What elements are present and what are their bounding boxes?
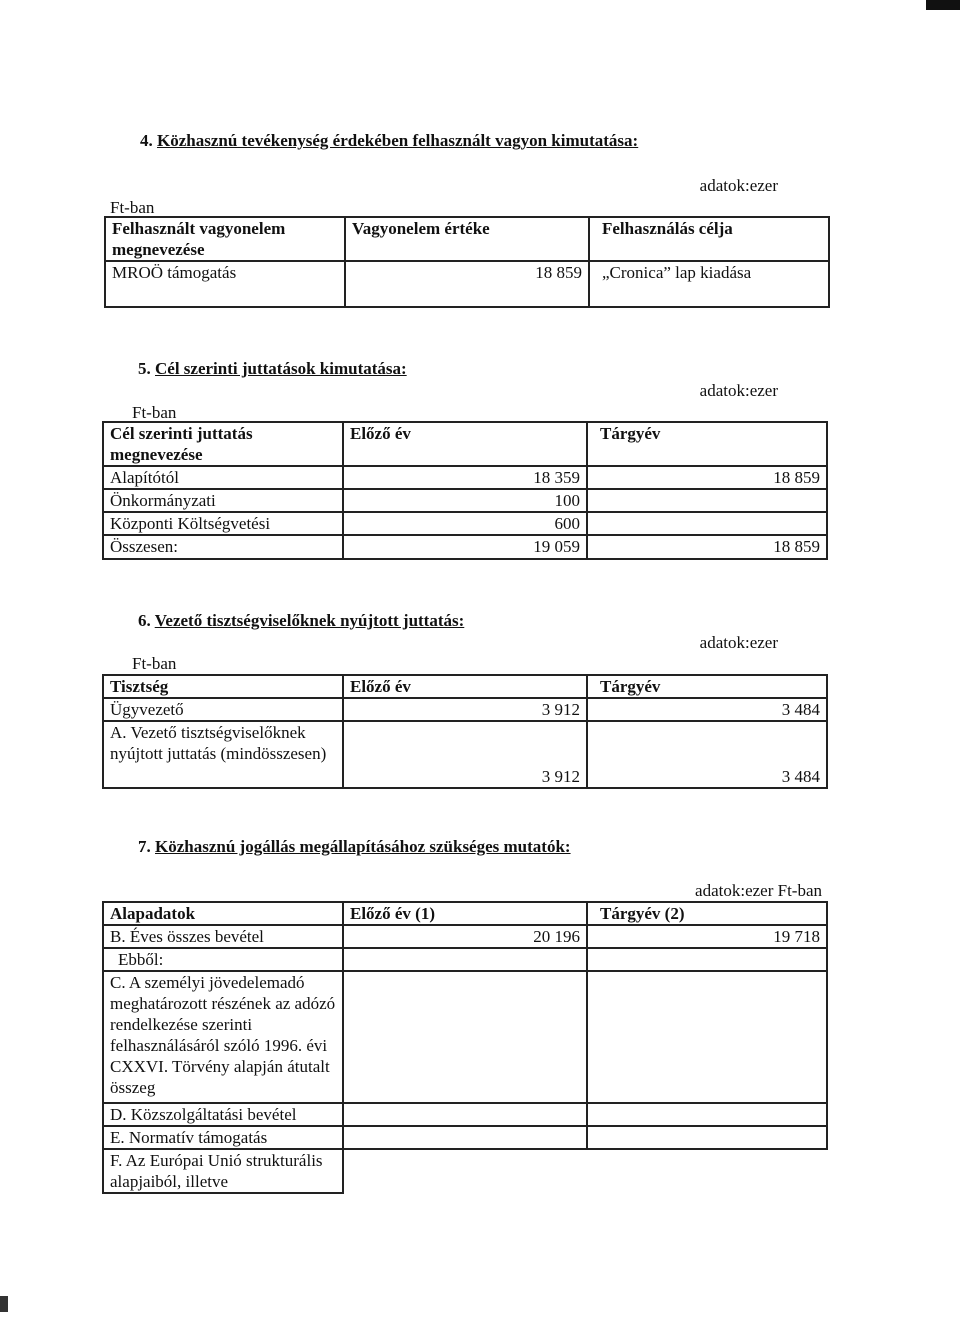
table-row <box>103 971 827 1103</box>
table-row <box>103 925 827 948</box>
section-7-heading <box>138 836 571 857</box>
section-4-title: Közhasznú tevékenység érdekében felhasznált vagyon kimutatása: <box>157 131 639 150</box>
section-4-unit-currency: Ft-ban <box>110 198 155 217</box>
header-benefit-name: Cél szerinti juttatás megnevezése <box>103 422 343 466</box>
section-5-unit: adatok:ezer <box>699 381 778 400</box>
section-5-title: Cél szerinti juttatások kimutatása: <box>155 359 407 378</box>
table-row <box>103 466 827 489</box>
cell-current-year <box>587 971 827 1103</box>
cell-current-year: 18 859 <box>587 535 827 559</box>
section-7-title: Közhasznú jogállás megállapításához szükséges mutatók: <box>155 837 571 856</box>
cell-current-year <box>587 489 827 512</box>
cell-previous-year: 3 912 <box>343 698 587 721</box>
cell-previous-year: 600 <box>343 512 587 535</box>
header-asset-name: Felhasznált vagyonelem megnevezése <box>105 217 345 261</box>
header-current-year: Tárgyév (2) <box>587 902 827 925</box>
cell-previous-year: 100 <box>343 489 587 512</box>
header-current-year: Tárgyév <box>587 675 827 698</box>
table-row <box>103 512 827 535</box>
section-7-unit: adatok:ezer Ft-ban <box>695 881 822 900</box>
section-6-number: 6. <box>138 611 151 630</box>
cell-current-year: 3 484 <box>587 721 827 788</box>
cell-base-data: D. Közszolgáltatási bevétel <box>103 1103 343 1126</box>
table-header-row <box>105 217 829 261</box>
header-asset-value: Vagyonelem értéke <box>345 217 589 261</box>
section-4-number: 4. <box>140 131 153 150</box>
cell-previous-year: 20 196 <box>343 925 587 948</box>
cell-previous-year: 18 359 <box>343 466 587 489</box>
table-row <box>103 1103 827 1126</box>
cell-current-year <box>587 948 827 971</box>
header-position: Tisztség <box>103 675 343 698</box>
table-row <box>103 698 827 721</box>
cell-current-year <box>587 1149 827 1193</box>
cell-current-year <box>587 1103 827 1126</box>
scan-edge-mark-left <box>0 1296 8 1312</box>
cell-usage-purpose: „Cronica” lap kiadása <box>589 261 829 307</box>
table-row <box>103 1126 827 1149</box>
cell-current-year <box>587 512 827 535</box>
cell-position: Ügyvezető <box>103 698 343 721</box>
cell-base-data: E. Normatív támogatás <box>103 1126 343 1149</box>
section-5-unit-currency: Ft-ban <box>132 403 177 422</box>
cell-benefit-name: Központi Költségvetési <box>103 512 343 535</box>
section-5-number: 5. <box>138 359 151 378</box>
table-row <box>105 261 829 307</box>
scan-edge-mark <box>926 0 960 10</box>
section-7-table <box>102 901 828 1194</box>
cell-base-data: B. Éves összes bevétel <box>103 925 343 948</box>
cell-current-year: 3 484 <box>587 698 827 721</box>
cell-base-data: Ebből: <box>103 948 343 971</box>
cell-previous-year <box>343 948 587 971</box>
table-row <box>103 489 827 512</box>
cell-benefit-name: Összesen: <box>103 535 343 559</box>
cell-position: A. Vezető tisztségviselőknek nyújtott juttatás (mindösszesen) <box>103 721 343 788</box>
section-6-table <box>102 674 828 789</box>
table-row <box>103 948 827 971</box>
cell-base-data: F. Az Európai Unió strukturális alapjaiból, illetve <box>103 1149 343 1193</box>
table-header-row <box>103 902 827 925</box>
cell-previous-year: 19 059 <box>343 535 587 559</box>
cell-previous-year <box>343 1103 587 1126</box>
table-header-row <box>103 675 827 698</box>
section-6-title: Vezető tisztségviselőknek nyújtott juttatás: <box>154 611 465 630</box>
section-4-heading <box>140 130 638 151</box>
section-6-heading <box>138 610 464 631</box>
cell-previous-year <box>343 971 587 1103</box>
cell-base-data: C. A személyi jövedelemadó meghatározott részének az adózó rendelkezése szerinti felhasználásáról szóló 1996. évi CXXVI. Törvény alapján átutalt összeg <box>103 971 343 1103</box>
table-header-row <box>103 422 827 466</box>
cell-asset-name: MROÖ támogatás <box>105 261 345 307</box>
cell-current-year: 19 718 <box>587 925 827 948</box>
section-6-unit-currency: Ft-ban <box>132 654 177 673</box>
cell-current-year: 18 859 <box>587 466 827 489</box>
table-row <box>103 1149 827 1193</box>
cell-asset-value: 18 859 <box>345 261 589 307</box>
table-row-total <box>103 535 827 559</box>
section-7-number: 7. <box>138 837 151 856</box>
cell-benefit-name: Önkormányzati <box>103 489 343 512</box>
header-previous-year: Előző év <box>343 422 587 466</box>
header-current-year: Tárgyév <box>587 422 827 466</box>
table-row-total <box>103 721 827 788</box>
cell-previous-year <box>343 1149 587 1193</box>
cell-previous-year <box>343 1126 587 1149</box>
cell-current-year <box>587 1126 827 1149</box>
section-5-table <box>102 421 828 560</box>
header-base-data: Alapadatok <box>103 902 343 925</box>
section-5-heading <box>138 358 407 379</box>
header-previous-year: Előző év (1) <box>343 902 587 925</box>
cell-previous-year: 3 912 <box>343 721 587 788</box>
section-6-unit: adatok:ezer <box>699 633 778 652</box>
header-previous-year: Előző év <box>343 675 587 698</box>
section-4-unit: adatok:ezer <box>699 176 778 195</box>
cell-benefit-name: Alapítótól <box>103 466 343 489</box>
section-4-table <box>104 216 830 308</box>
header-usage-purpose: Felhasználás célja <box>589 217 829 261</box>
